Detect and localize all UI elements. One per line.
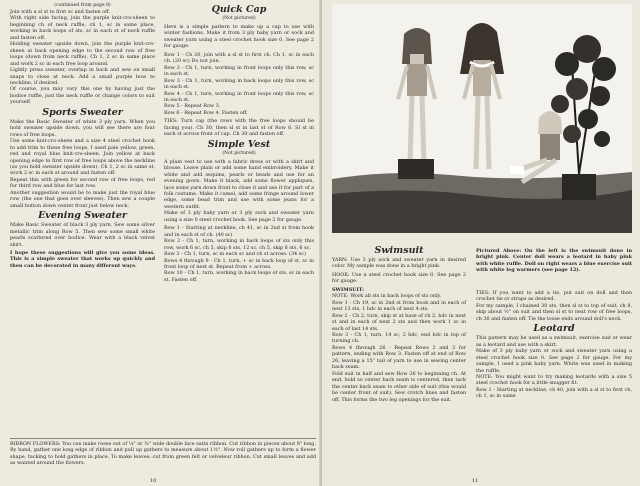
swim-row: Fold suit in half and sew Row 26 to beginning ch. At end, hold so center back seam is centered, then tack the center back seam to other side of suit (this would be center front of suit). Sew crotch lines and fasten off. This forms the two leg openings for the suit. [332,370,466,403]
page-number-right: 11 [472,478,479,484]
left-column-1 [10,3,155,269]
leotard-paragraph: Make of 3 ply baby yarn or sock and sweater yarn using a steel crochet hook size 0. See page 2 for gauge. For my sample, I used a pink baby yarn. White was used in making the ruffle. [476,348,632,374]
closing-note: I hope these suggestions will give you some ideas. This is a simple sweater that works up quickly and then can be decorated in many different ways. [10,249,155,269]
swim-row: Row 3 - Ch 1, turn, 14 sc, 2 hdc, end hdc in top of turning ch. [332,331,466,345]
dolls-photo-illustration [332,4,632,233]
vest-row: Rows 4 through 9 - Ch 1, turn, + sc in back loop of st, sc in front loop of next st. Repeat from + across. [164,257,314,270]
page-number-left: 10 [150,478,157,484]
leotard-paragraph: This pattern may be used as a swimsuit, exercise suit or wear as a leotard and use with a skirt. [476,335,632,348]
cap-row: Row 3 - Ch 1, turn, working in back loops only this row, sc in each st. [164,77,314,91]
continued-note: (continued from page 8) [54,3,111,8]
photo-caption [476,248,632,274]
evening-sweater-title: Evening Sweater [38,210,127,222]
leotard-paragraph: Row 1 - Starting at neckline, ch 40, join with a sl st to first ch, ch 1, sc in same [476,386,632,400]
cap-row: Row 6 - Repeat Row 4. Fasten off. [164,109,248,116]
vest-row: Row 2 - Ch 1, turn, working in back loops of sts only this row, work 6 sc, ch 5, skip 8 sts, 12 sc, ch 5, skip 8 sts, 6 sc. [164,238,314,251]
right-column-1 [332,244,466,403]
vest-row: Row 10 - Ch 1, turn, working in back loops of sts, sc in each st. Fasten off. [164,270,314,283]
vest-row: Row 1 - Starting at neckline, ch 41, sc in 2nd st from hook and in each st of ch. (40 sc) [164,225,314,238]
swim-row: Row 2 - Ch 2, turn, skip st at base of ch 2, hdc in next st and in each of next 2 sts and then work 1 sc in each of last 14 sts. [332,312,466,332]
sports-sweater-title: Sports Sweater [42,106,123,118]
leotard-paragraph: NOTE: You might want to try making leotards with a size 5 steel crochet hook for a little snugger fit. [476,373,632,387]
swim-row: Rows 4 through 26 - Repeat Rows 2 and 3 for pattern, ending with Row 3. Fasten off at end of Row 26, leaving a 15" tail of yarn to use in sewing center back seam. [332,344,466,371]
right-column-2 [476,290,632,400]
caption-text: Pictured Above: On the left is the swimsuit done in bright pink. Center doll wears a leotard in baby pink with white ruffle. Doll on right wears a blue exercise suit with white leg warmers (see page 12). [476,248,632,274]
quick-cap-subtitle: (Not pictured) [222,16,256,21]
swim-row: Row 1 - Ch 19, sc in 2nd st from hook and in each of next 13 sts, 1 hdc in each of next 4 sts. [332,299,466,313]
cap-ties: TIES: Turn cap (the rows with the free loops should be facing you). Ch 30, then sl st in last st of Row 6. Sl st in each st across front of cap. Ch 30 and fasten off. [164,118,314,138]
ties-paragraph: For my sample, I chained 30 sts, then sl st to top of suit, ch 8, skip about ½" on suit and then sl st to next row of free loops, ch 30 and fasten off. Tie the loose ends around doll's neck. [476,302,632,322]
sports-paragraph: Make the Basic Sweater of white 3 ply yarn. When you hold sweater upside down, you will see there are four rows of free loops. [10,118,155,138]
cap-intro: Here is a simple pattern to make up a cap to use with winter fashions. Make it from 3 ply baby yarn or sock and sweater yarn using a steel crochet hook size 0. See page 2 for gauge. [164,24,314,50]
simple-vest-title: Simple Vest [207,138,271,150]
sports-paragraph: Another suggestion would be to make just the royal blue row (the one that goes over sleeves). Then sew a couple small button down center front just below neck. [10,189,155,209]
intro-paragraph: With right side facing, join the purple knit-cro-sheen to beginning ch of neck ruffle, ch 1, sc in same place, working in back loops of sts, sc in each st of neck ruffle and fasten off. [10,15,155,41]
sports-paragraph: Repeat this with green for second row of free loops, red for third row and blue for last row. [10,176,155,190]
cap-row: Row 2 - Ch 1, turn, working in front loops only this row, sc in each st. [164,64,314,78]
intro-paragraph: Join with a sl st to first sc and fasten off. [10,9,110,15]
cap-row: Row 4 - Ch 1, turn, working in front loops only this row, sc in each st. [164,90,314,103]
intro-paragraph: Holding sweater upside down, join the purple knit-cro-sheen at back opening edge to the second row of free loops (down from neck ruffle). Ch 1, 2 sc in same place and work 2 sc in each free loop around. [10,41,155,67]
intro-paragraph: Of course, you may vary this one by having just the bodice ruffle, just the neck ruffle or change colors to suit yourself. [10,86,155,106]
left-column-2 [164,3,314,283]
sports-paragraph: Use some knit-cro-sheen and a size 4 steel crochet hook to add trim to these free loops. I used pale yellow, green, red and royal blue knit-cro-sheen. Join yellow at back opening edge to first row of free loops above the neckline (as you hold sweater upside down). Ch 1, 2 sc in same st, work 2 sc in each st around and fasten off. [10,138,155,177]
quick-cap-title: Quick Cap [211,4,267,15]
swim-intro: YARN: Use 3 ply sock and sweater yarn in desired color. My sample was done in a bright pink. [332,257,466,270]
vest-intro: Make of 3 ply baby yarn or 3 ply sock and sweater yarn using a size 0 steel crochet hook. See page 2 for gauge. [164,210,314,223]
leotard-title: Leotard [533,323,575,335]
ties-paragraph: TIES: If you want to add a tie, put suit on doll and then crochet tie or straps as desired. [476,290,632,303]
cap-row: Row 1 - Ch 20, join with a sl st to first ch. Ch 1, sc in each ch. (20 sc) Do not join. [164,51,314,65]
cap-row: Row 5 - Repeat Row 3. [164,103,221,110]
ribbon-flowers-note: RIBBON FLOWERS: You can make roses out of ¼" or ⅜" wide double face satin ribbon. Cut ribbon in pieces about 8" long. By hand, gather one long edge of ribbon and pull up gathers to measure about 1½". Now roll gathers up to form a flower shape, tacking to hold gathers in place. To make leaves: cut from green felt or velveleur ribbon. Cut small leaves and add as wanted around the flowers. [10,438,316,466]
simple-vest-subtitle: (Not pictured) [222,150,256,156]
vest-intro: A plain vest to use with a fabric dress or with a skirt and blouse. Leave plain or add some hand embroidery. Make it white and add sequins, pearls or beads and use for an evening gown. Make it black, add some flower appliques, lace some yarn down front to close it and use it for part of a folk costume. Make it camel, add some fringe around lower edge, some bead trim and use with some jeans for a western outfit. [164,158,314,210]
dolls-photo [332,4,632,233]
swim-intro: HOOK: Use a steel crochet hook size 0. See page 2 for gauge. [332,271,466,285]
swim-note: NOTE: Work all sts in back loops of sts only. [332,293,442,300]
intro-paragraph: Lightly press sweater, overlap in back and sew on small snaps to close at neck. Add a small purple bow to neckline, if desired. [10,67,155,86]
swimsuit-title: Swimsuit [374,245,424,256]
vest-row: Row 3 - Ch 1, turn, sc in each sc and ch st across. (34 sc) [164,251,306,258]
swim-label: SWIMSUIT: [332,286,365,293]
evening-paragraph: Make Basic Sweater of black 3 ply yarn. Sew some silver metallic trim along Row 5. Then sew some small white pearls scattered over bodice. Wear with a black velvet skirt. [10,222,155,248]
